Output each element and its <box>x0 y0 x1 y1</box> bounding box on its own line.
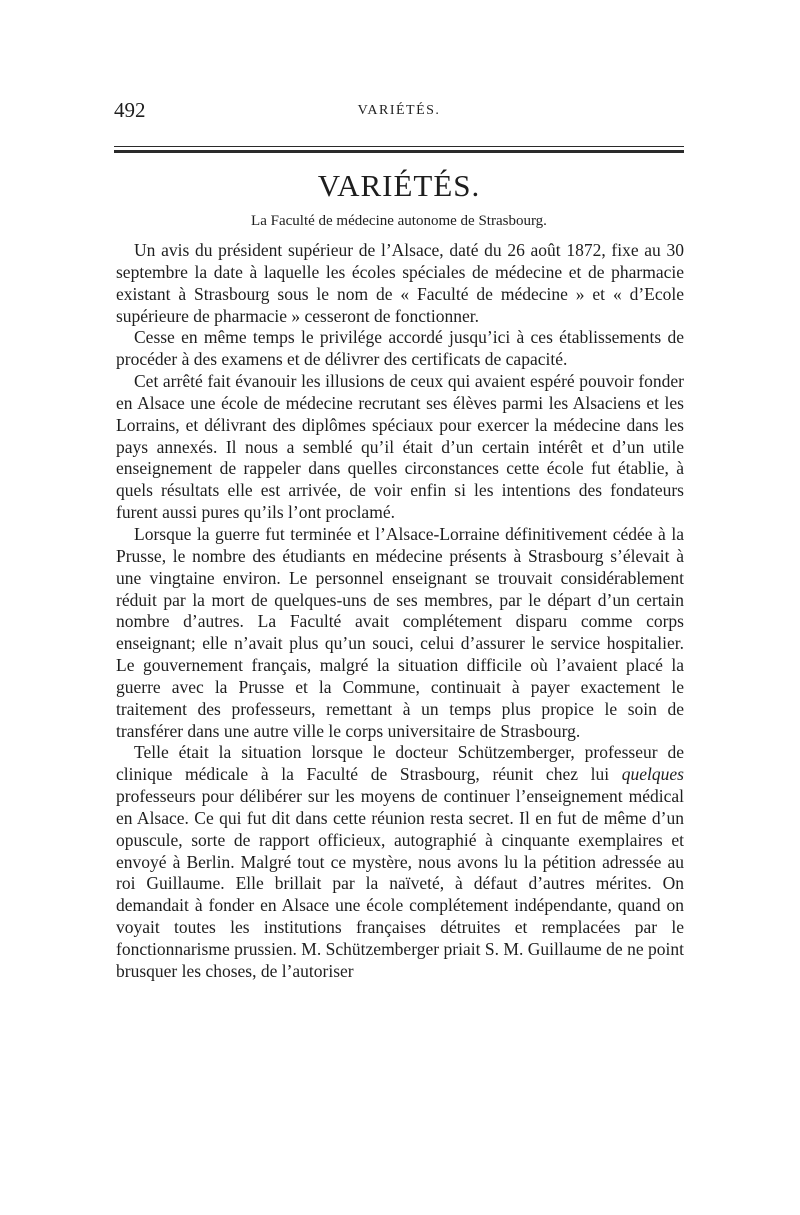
emphasis-word: quelques <box>621 764 684 785</box>
article-subtitle: La Faculté de médecine autonome de Strasbourg. <box>251 213 547 229</box>
paragraph-1: Un avis du président supérieur de l’Alsace, daté du 26 août 1872, fixe au 30 septembre la date à laquelle les écoles spéciales de médecine et de pharmacie existant à Strasbourg sous le nom de « Faculté de médecine » et « d’Ecole supérieure de pharmacie » cesseront de fonctionner. <box>116 240 684 326</box>
header-rule-thin <box>114 146 684 147</box>
paragraph-3: Cet arrêté fait évanouir les illusions de ceux qui avaient espéré pouvoir fonder en Alsace une école de médecine recrutant ses élèves parmi les Alsaciens et les Lorrains, et délivrant des diplômes spéciaux pour exercer la médecine dans les pays annexés. Il nous a semblé qu’il était d’un certain intérêt et d’un utile enseignement de rappeler dans quelles circonstances cette école fut établie, à quels résultats elle est arrivée, de voir enfin si les intentions des fondateurs furent aussi pures qu’ils l’ont proclamé. <box>116 371 684 523</box>
paragraph-5 <box>116 742 684 982</box>
paragraph-2: Cesse en même temps le privilége accordé jusqu’ici à ces établissements de procéder à des examens et de délivrer des certificats de capacité. <box>116 327 684 370</box>
article-body <box>116 240 684 983</box>
section-title: VARIÉTÉS. <box>317 168 481 203</box>
paragraph-5-start: Telle était la situation lorsque le docteur Schützemberger, professeur de clinique médicale à la Faculté de Strasbourg, réunit chez lui <box>116 742 684 785</box>
header-rule-thick <box>114 150 684 153</box>
running-title: VARIÉTÉS. <box>357 103 441 118</box>
paragraph-4: Lorsque la guerre fut terminée et l’Alsace-Lorraine définitivement cédée à la Prusse, le nombre des étudiants en médecine présents à Strasbourg s’élevait à une vingtaine environ. Le personnel enseignant se trouvait considérablement réduit par la mort de quelques-uns de ses membres, par le départ d’un certain nombre d’autres. La Faculté avait complétement disparu comme corps enseignant; elle n’avait plus qu’un souci, celui d’assurer le service hospitalier. Le gouvernement français, malgré la situation difficile où l’avaient placé la guerre avec la Prusse et la Commune, continuait à payer exactement le traitement des professeurs, remettant à un temps plus propice le soin de transférer dans une autre ville le corps universitaire de Strasbourg. <box>116 523 684 741</box>
paragraph-5-end: professeurs pour délibérer sur les moyens de continuer l’enseignement médical en Alsace. Ce qui fut dit dans cette réunion resta secret. Il en fut de même d’un opuscule, sorte de rapport officieux, autographié à cinquante exemplaires et envoyé à Berlin. Malgré tout ce mystère, nous avons lu la pétition adressée au roi Guillaume. Elle brillait par la naïveté, à défaut d’autres mérites. On demandait à fonder en Alsace une école complétement indépendante, quand on voyait toutes les institutions françaises détruites et remplacées par le fonctionnarisme prussien. M. Schützemberger priait S. M. Guillaume de ne point brusquer les choses, de l’autoriser <box>116 786 684 981</box>
running-head <box>114 98 684 122</box>
page-number: 492 <box>114 98 146 122</box>
